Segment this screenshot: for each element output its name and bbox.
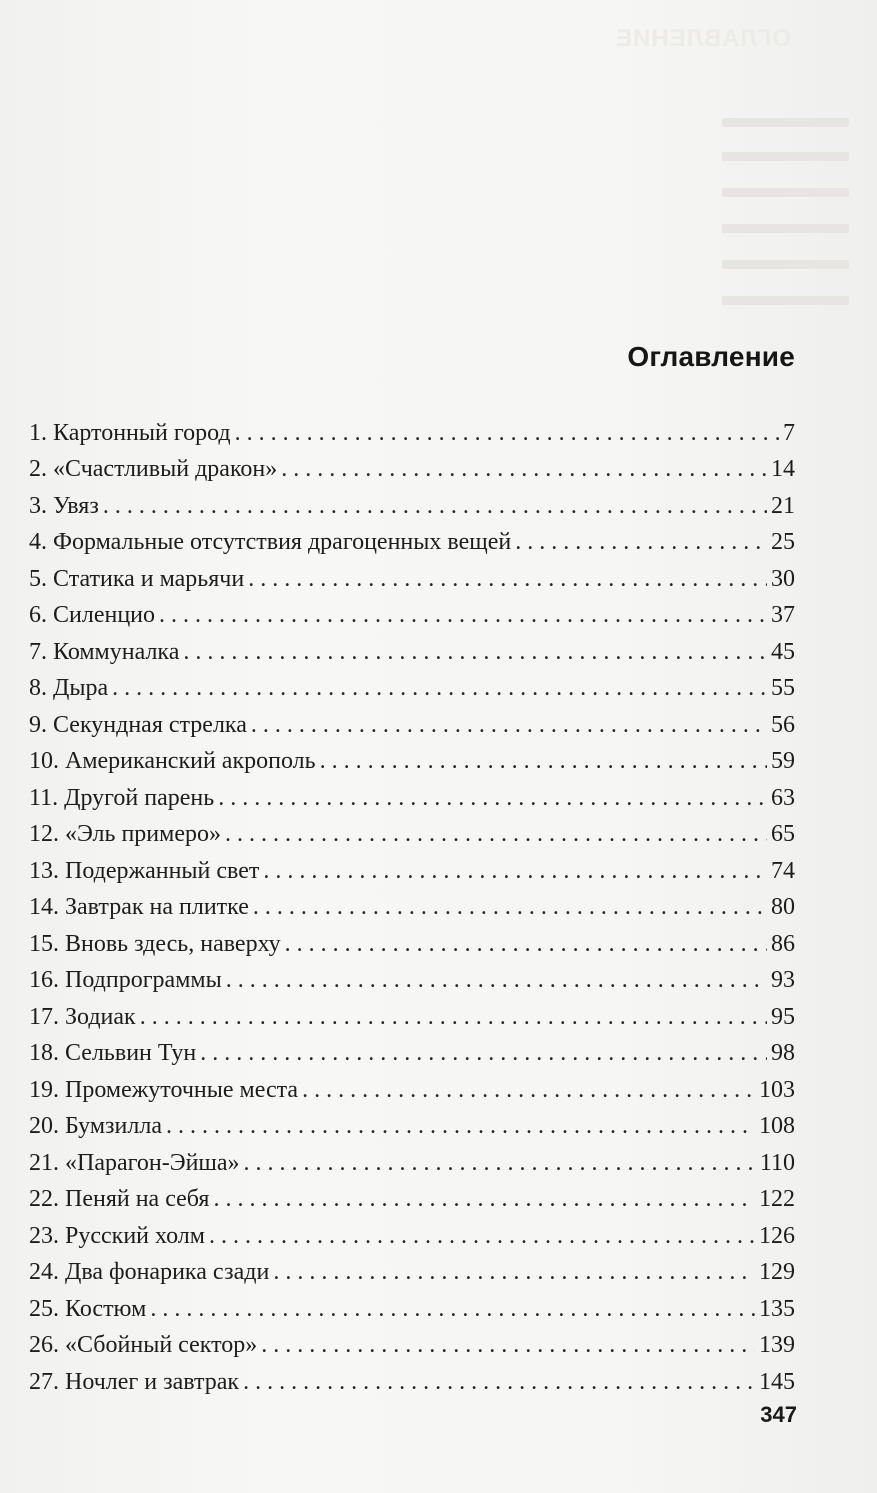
toc-entry-title: 4. Формальные отсутствия драгоценных вещей (29, 529, 512, 555)
dot-leader (235, 418, 779, 448)
toc-entry (29, 448, 795, 485)
toc-entry-title: 10. Американский акрополь (29, 748, 316, 774)
toc-entry-title: 16. Подпрограммы (29, 967, 222, 993)
toc-entry-page: 139 (759, 1332, 795, 1358)
toc-entry (29, 521, 795, 558)
dot-leader (183, 637, 767, 667)
toc-entry-title: 15. Вновь здесь, наверху (29, 930, 281, 957)
show-through-line (722, 188, 849, 197)
toc-entry-title: 6. Силенцио (29, 602, 156, 628)
show-through-header: ОГЛАВЛЕНИЕ (615, 25, 792, 52)
dot-leader (253, 892, 767, 922)
toc-entry-page: 7 (783, 419, 795, 446)
dot-leader (213, 1184, 755, 1214)
table-of-contents (29, 411, 795, 1397)
toc-entry (29, 740, 795, 777)
dot-leader (244, 1148, 756, 1178)
toc-entry-title: 14. Завтрак на плитке (29, 894, 249, 920)
dot-leader (150, 1294, 755, 1324)
show-through-line (722, 296, 849, 305)
toc-entry (29, 630, 795, 667)
toc-entry (29, 1287, 795, 1324)
toc-entry-title: 12. «Эль примеро» (29, 821, 221, 847)
dot-leader (261, 1330, 755, 1360)
toc-entry-title: 2. «Счастливый дракон» (29, 456, 278, 482)
toc-entry-title: 27. Ночлег и завтрак (29, 1368, 240, 1395)
toc-entry (29, 1178, 795, 1215)
toc-entry-page: 30 (771, 565, 795, 592)
toc-entry (29, 667, 795, 704)
toc-entry-title: 22. Пеняй на себя (29, 1186, 210, 1212)
toc-entry-title: 24. Два фонарика сзади (29, 1259, 270, 1285)
toc-entry-page: 25 (771, 529, 795, 555)
toc-entry-title: 20. Бумзилла (29, 1113, 162, 1139)
toc-entry (29, 995, 795, 1032)
toc-entry-title: 8. Дыра (29, 675, 109, 701)
dot-leader (218, 783, 767, 813)
toc-entry (29, 776, 795, 813)
toc-entry-page: 98 (771, 1040, 795, 1066)
dot-leader (166, 1111, 755, 1141)
toc-entry-page: 86 (771, 930, 795, 957)
toc-entry-title: 23. Русский холм (29, 1222, 205, 1249)
dot-leader (200, 1038, 767, 1068)
page-number: 347 (760, 1402, 797, 1427)
toc-entry (29, 1141, 795, 1178)
toc-entry-title: 21. «Парагон-Эйша» (29, 1149, 240, 1176)
toc-entry-title: 3. Увяз (29, 492, 99, 519)
show-through-line (722, 224, 849, 233)
dot-leader (243, 1367, 755, 1397)
toc-entry-title: 25. Костюм (29, 1295, 147, 1322)
toc-entry-page: 93 (771, 967, 795, 993)
toc-entry (29, 813, 795, 850)
toc-entry-page: 135 (759, 1295, 795, 1322)
toc-entry-page: 56 (771, 711, 795, 738)
show-through-line (722, 260, 849, 269)
toc-entry (29, 1324, 795, 1361)
toc-entry-page: 21 (771, 492, 795, 519)
toc-entry-page: 103 (759, 1076, 795, 1103)
toc-entry (29, 886, 795, 923)
toc-entry-page: 37 (771, 602, 795, 628)
toc-entry (29, 594, 795, 631)
toc-entry-title: 17. Зодиак (29, 1003, 136, 1030)
toc-entry-page: 126 (759, 1222, 795, 1249)
dot-leader (103, 491, 767, 521)
toc-entry (29, 849, 795, 886)
toc-entry-title: 7. Коммуналка (29, 638, 180, 665)
toc-entry-title: 19. Промежуточные места (29, 1076, 299, 1103)
toc-entry (29, 557, 795, 594)
toc-entry-page: 14 (771, 456, 795, 482)
toc-entry (29, 411, 795, 448)
toc-entry (29, 484, 795, 521)
show-through-line (722, 118, 849, 127)
toc-entry (29, 922, 795, 959)
toc-entry (29, 703, 795, 740)
toc-entry-page: 108 (759, 1113, 795, 1139)
dot-leader (226, 965, 767, 995)
toc-entry-page: 95 (771, 1003, 795, 1030)
toc-entry-title: 1. Картонный город (29, 419, 231, 446)
toc-entry-page: 65 (771, 821, 795, 847)
toc-entry (29, 1105, 795, 1142)
toc-entry-page: 122 (759, 1186, 795, 1212)
dot-leader (112, 673, 767, 703)
toc-entry-page: 59 (771, 748, 795, 774)
dot-leader (302, 1075, 755, 1105)
dot-leader (159, 600, 767, 630)
dot-leader (285, 929, 767, 959)
toc-entry-title: 26. «Сбойный сектор» (29, 1332, 258, 1358)
page-title: Оглавление (627, 341, 795, 372)
toc-entry-page: 63 (771, 784, 795, 811)
toc-entry (29, 1214, 795, 1251)
toc-entry (29, 1360, 795, 1397)
dot-leader (140, 1002, 767, 1032)
dot-leader (320, 746, 767, 776)
toc-entry (29, 1068, 795, 1105)
toc-entry-title: 9. Секундная стрелка (29, 711, 247, 738)
toc-entry-page: 45 (771, 638, 795, 665)
toc-entry-title: 13. Подержанный свет (29, 857, 260, 884)
toc-entry (29, 1251, 795, 1288)
toc-entry-page: 74 (771, 857, 795, 884)
toc-entry-page: 129 (759, 1259, 795, 1285)
toc-entry-title: 5. Статика и марьячи (29, 565, 245, 592)
toc-entry-title: 11. Другой парень (29, 784, 215, 811)
dot-leader (209, 1221, 755, 1251)
dot-leader (281, 454, 767, 484)
toc-entry-page: 80 (771, 894, 795, 920)
dot-leader (515, 527, 767, 557)
toc-entry-page: 145 (759, 1368, 795, 1395)
show-through-line (722, 152, 849, 161)
toc-entry-page: 110 (759, 1149, 795, 1176)
toc-entry-title: 18. Сельвин Тун (29, 1040, 197, 1066)
dot-leader (248, 564, 767, 594)
dot-leader (225, 819, 767, 849)
dot-leader (273, 1257, 755, 1287)
dot-leader (251, 710, 767, 740)
toc-entry (29, 1032, 795, 1069)
toc-entry-page: 55 (771, 675, 795, 701)
toc-entry (29, 959, 795, 996)
dot-leader (263, 856, 767, 886)
